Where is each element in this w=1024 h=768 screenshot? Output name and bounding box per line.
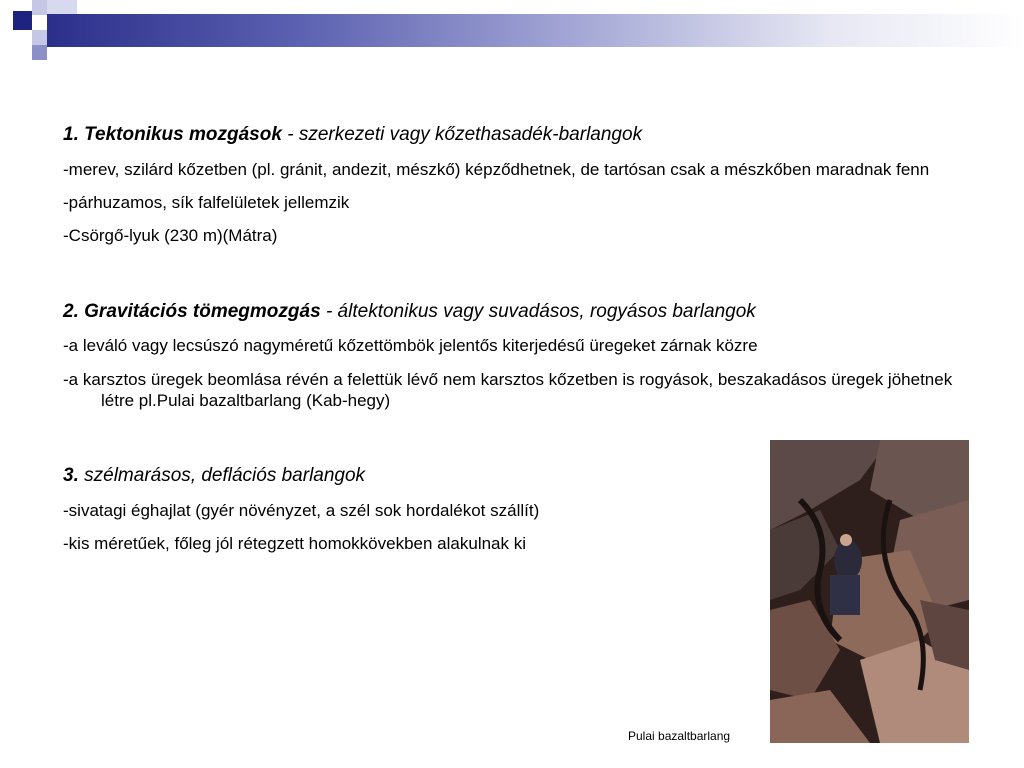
- bullet-text: -a karsztos üregek beomlása révén a felettük lévő nem karsztos kőzetben is rogyások, beszakadásos üregek jöhetnek létre pl.Pulai bazaltbarlang (Kab-hegy): [63, 369, 953, 410]
- section-heading: 2. Gravitációs tömegmozgás - áltektonikus vagy suvadásos, rogyásos barlangok: [63, 300, 756, 322]
- header-gradient-bar: [47, 14, 1024, 47]
- bullet-text: -Csörgő-lyuk (230 m)(Mátra): [63, 226, 278, 246]
- header-deco-square: [32, 45, 47, 60]
- bullet-text: -merev, szilárd kőzetben (pl. gránit, andezit, mészkő) képződhetnek, de tartósan csak a mészkőben maradnak fenn: [63, 159, 930, 179]
- photo-caption: Pulai bazaltbarlang: [628, 729, 731, 743]
- header-deco-square: [32, 0, 47, 15]
- section-heading: 3. szélmarásos, deflációs barlangok: [63, 465, 366, 487]
- bullet-text: -párhuzamos, sík falfelületek jellemzik: [63, 193, 350, 213]
- header-deco-square: [32, 30, 47, 45]
- bullet-text: -kis méretűek, főleg jól rétegzett homokkövekben alakulnak ki: [63, 534, 527, 554]
- cave-photo: [770, 440, 969, 743]
- header-deco-square: [13, 11, 32, 30]
- bullet-text: -a leváló vagy lecsúszó nagyméretű kőzettömbök jelentős kiterjedésű üregeket zárnak közre: [63, 336, 758, 356]
- section-heading: 1. Tektonikus mozgások - szerkezeti vagy kőzethasadék-barlangok: [63, 124, 643, 145]
- header-deco-square: [47, 0, 77, 14]
- bullet-text: -sivatagi éghajlat (gyér növényzet, a szél sok hordalékot szállít): [63, 500, 540, 520]
